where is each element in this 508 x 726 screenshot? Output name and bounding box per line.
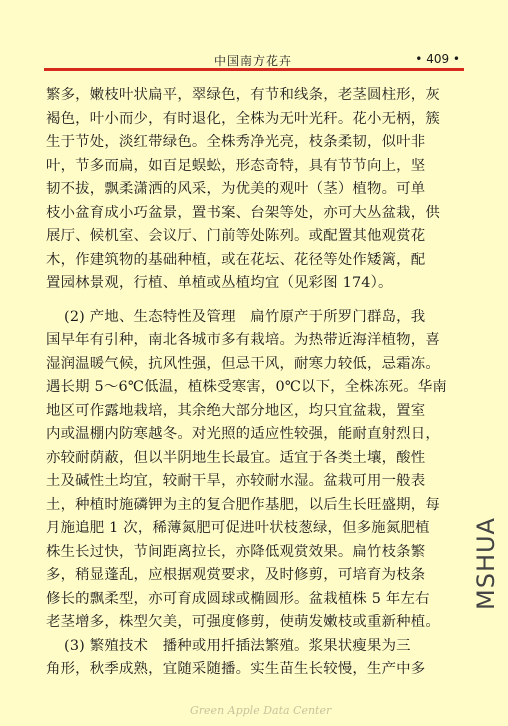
text-line: 多，稍显蓬乱，应根据观赏要求，及时修剪，可培育为枝条 (46, 567, 426, 583)
text-line: 遇长期 5～6℃低温，植株受寒害，0℃以下，全株冻死。华南 (46, 379, 448, 395)
text-line: 叶，节多而扁，如百足蜈蚣，形态奇特，具有节节向上，坚 (46, 157, 426, 174)
text-line: 修长的飘柔型，亦可育成圆球或椭圆形。盆栽植株 5 年左右 (46, 590, 430, 607)
text-line: 国早年有引种，南北各城市多有栽培。为热带近海洋植物，喜 (46, 332, 440, 348)
header-rule (44, 68, 464, 71)
text-line: 湿润温暖气候，抗风性强，但忌干风，耐寒力较低，忌霜冻。 (46, 355, 440, 372)
text-line: 木，作建筑物的基础种植，或在花坛、花径等处作矮篱，配 (46, 251, 426, 268)
running-header (44, 52, 464, 68)
page-number: • 409 • (415, 52, 460, 66)
text-line: 角形，秋季成熟，宜随采随播。实生苗生长较慢，生产中多 (46, 661, 426, 677)
text-line: 置园林景观，行植、单植或丛植均宜（见彩图 174）。 (46, 275, 393, 291)
text-line: 土，种植时施磷钾为主的复合肥作基肥，以后生长旺盛期，每 (46, 496, 440, 513)
text-line: 老茎增多，株型欠美，可强度修剪，使萌发嫩枝或重新种植。 (46, 614, 440, 630)
text-line: 土及碱性土均宜，较耐干旱，亦较耐水湿。盆栽可用一般表 (46, 473, 426, 489)
text-line: (3) 繁殖技术 播种或用扦插法繁殖。浆果状瘦果为三 (64, 637, 411, 654)
text-line: 繁多，嫩枝叶状扁平，翠绿色，有节和线条，老茎圆柱形，灰 (46, 87, 440, 103)
paragraph-3 (46, 635, 464, 682)
paragraph-1 (46, 84, 464, 296)
text-line: 枝小盆育成小巧盆景，置书案、台架等处，亦可大丛盆栽，供 (46, 204, 440, 221)
text-line: 内或温棚内防寒越冬。对光照的适应性较强，能耐直射烈日， (46, 426, 440, 442)
bottom-watermark: Green Apple Data Center (190, 704, 332, 717)
page-body (46, 84, 464, 682)
text-line: 褐色，叶小而少，有时退化，全株为无叶光秆。花小无柄，簇 (46, 110, 440, 127)
text-line: 亦较耐荫蔽，但以半阴地生长最宜。适宜于各类土壤，酸性 (46, 449, 426, 466)
text-line: 株生长过快，节间距离拉长，亦降低观赏效果。扁竹枝条繁 (46, 543, 426, 560)
header-title: 中国南方花卉 (214, 54, 293, 68)
text-line: 韧不拔，飘柔潇洒的风采，为优美的观叶（茎）植物。可单 (46, 181, 426, 197)
text-line: (2) 产地、生态特性及管理 扁竹原产于所罗门群岛，我 (64, 308, 426, 325)
text-line: 月施追肥 1 次，稀薄氮肥可促进叶状枝葱绿，但多施氮肥植 (46, 520, 430, 536)
paragraph-2 (46, 306, 464, 635)
side-watermark: MSHUA (472, 517, 500, 610)
text-line: 展厅、候机室、会议厅、门前等处陈列。或配置其他观赏花 (46, 228, 426, 244)
text-line: 生于节处，淡红带绿色。全株秀净光亮，枝条柔韧，似叶非 (46, 134, 426, 150)
text-line: 地区可作露地栽培，其余绝大部分地区，均只宜盆栽，置室 (46, 402, 426, 419)
